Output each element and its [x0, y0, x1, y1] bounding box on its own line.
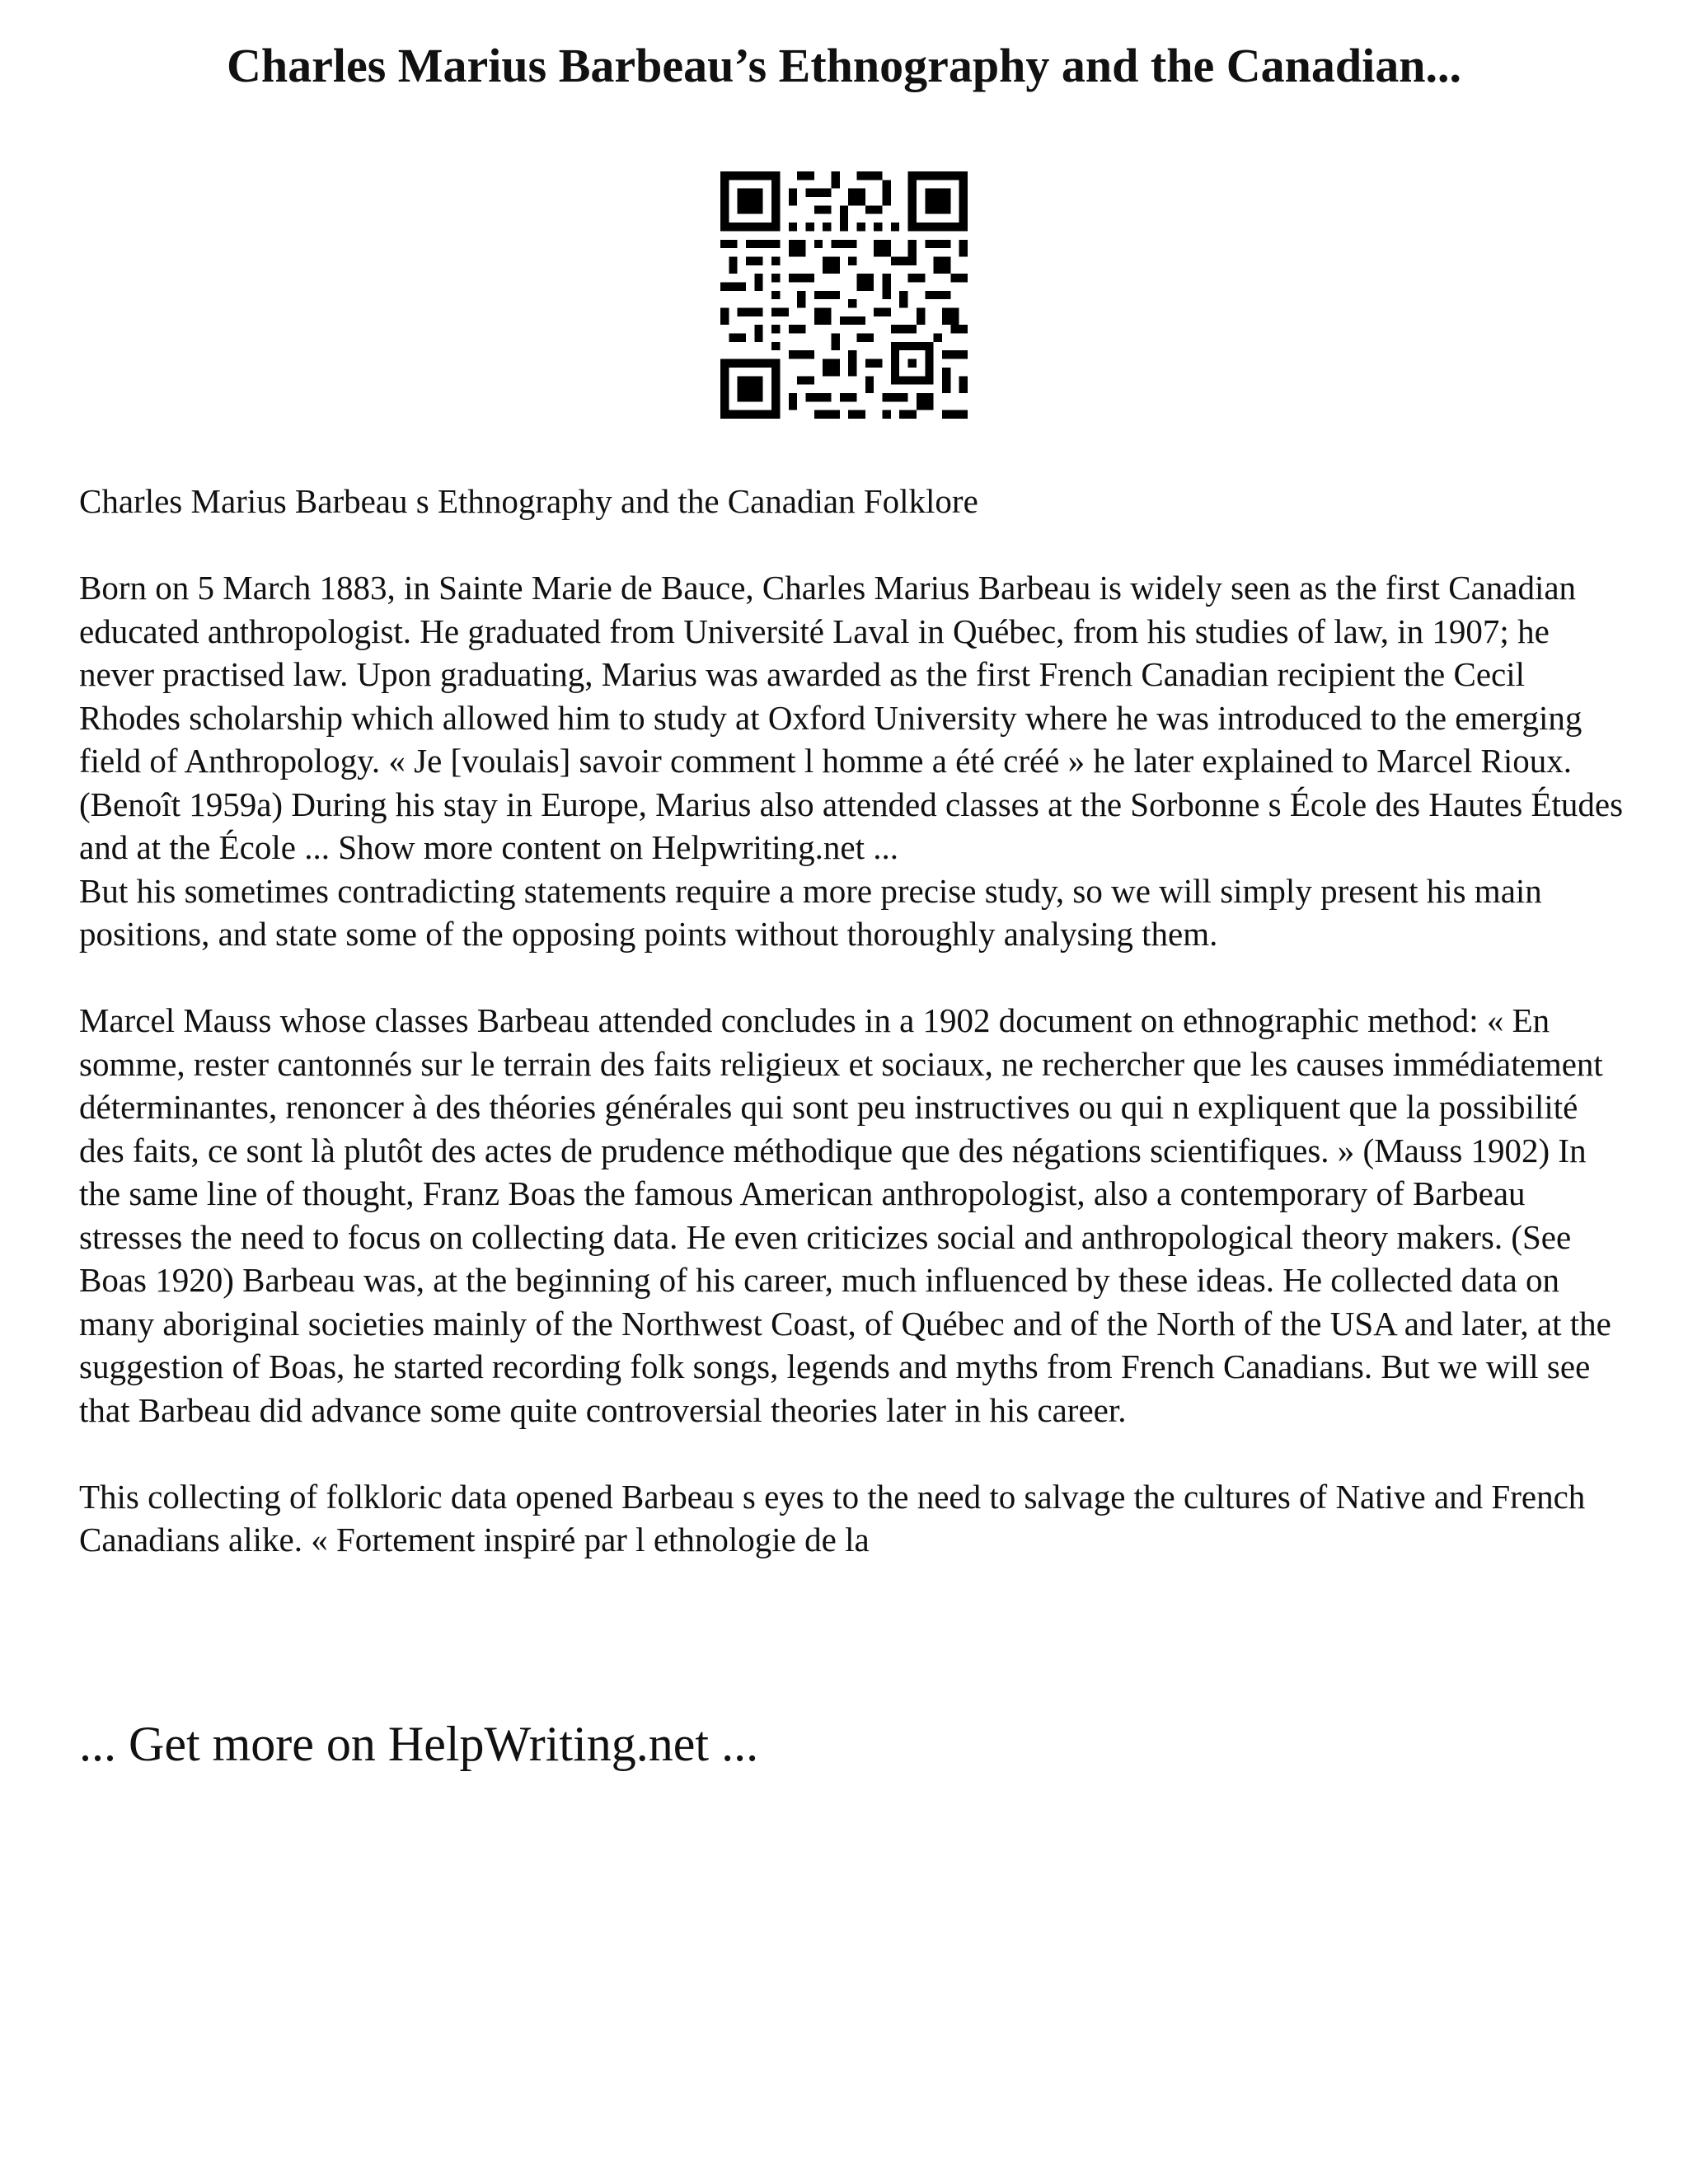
- qr-code-graphic: [720, 171, 968, 419]
- paragraph: But his sometimes contradicting statements require a more precise study, so we will simply present his main positions, and state some of the opposing points without thoroughly analysing them.: [79, 871, 1542, 953]
- qr-code-icon: [720, 171, 968, 419]
- paragraph: Born on 5 March 1883, in Sainte Marie de Bauce, Charles Marius Barbeau is widely seen as the first Canadian educated anthropologist. He graduated from Université Laval in Québec, from his studies of law, in 1907; he never practised law. Upon graduating, Marius was awarded as the first French Canadian recipient the Cecil Rhodes scholarship which allowed him to study at Oxford University where he was introduced to the emerging field of Anthropology. « Je [voulais] savoir comment l homme a été créé » he later explained to Marcel Rioux. (Benoît 1959a) During his stay in Europe, Marius also attended classes at the Sorbonne s École des Hautes Études and at the École ... Show more content on Helpwriting.net ...: [79, 569, 1624, 866]
- page-title: Charles Marius Barbeau’s Ethnography and the Canadian...: [226, 39, 1462, 92]
- paragraph: Marcel Mauss whose classes Barbeau attended concludes in a 1902 document on ethnographic method: « En somme, rester cantonnés sur le terrain des faits religieux et sociaux, ne rechercher que les causes immédiatement déterminantes, renoncer à des théories générales qui sont peu instructives ou qui n expliquent que la possibilité des faits, ce sont là plutôt des actes de prudence méthodique que des négations scientifiques. » (Mauss 1902) In the same line of thought, Franz Boas the famous American anthropologist, also a contemporary of Barbeau stresses the need to focus on collecting data. He even criticizes social and anthropological theory makers. (See Boas 1920) Barbeau was, at the beginning of his career, much influenced by these ideas. He collected data on many aboriginal societies mainly of the Northwest Coast, of Québec and of the North of the USA and later, at the suggestion of Boas, he started recording folk songs, legends and myths from French Canadians. But we will see that Barbeau did advance some quite controversial theories later in his career.: [79, 1001, 1611, 1429]
- article-subtitle: Charles Marius Barbeau s Ethnography and the Canadian Folklore: [79, 482, 978, 520]
- paragraph: This collecting of folkloric data opened Barbeau s eyes to the need to salvage the cultures of Native and French Canadians alike. « Fortement inspiré par l ethnologie de la: [79, 1477, 1586, 1558]
- article-body: [79, 480, 1629, 1562]
- get-more-link[interactable]: ... Get more on HelpWriting.net ...: [79, 1717, 759, 1771]
